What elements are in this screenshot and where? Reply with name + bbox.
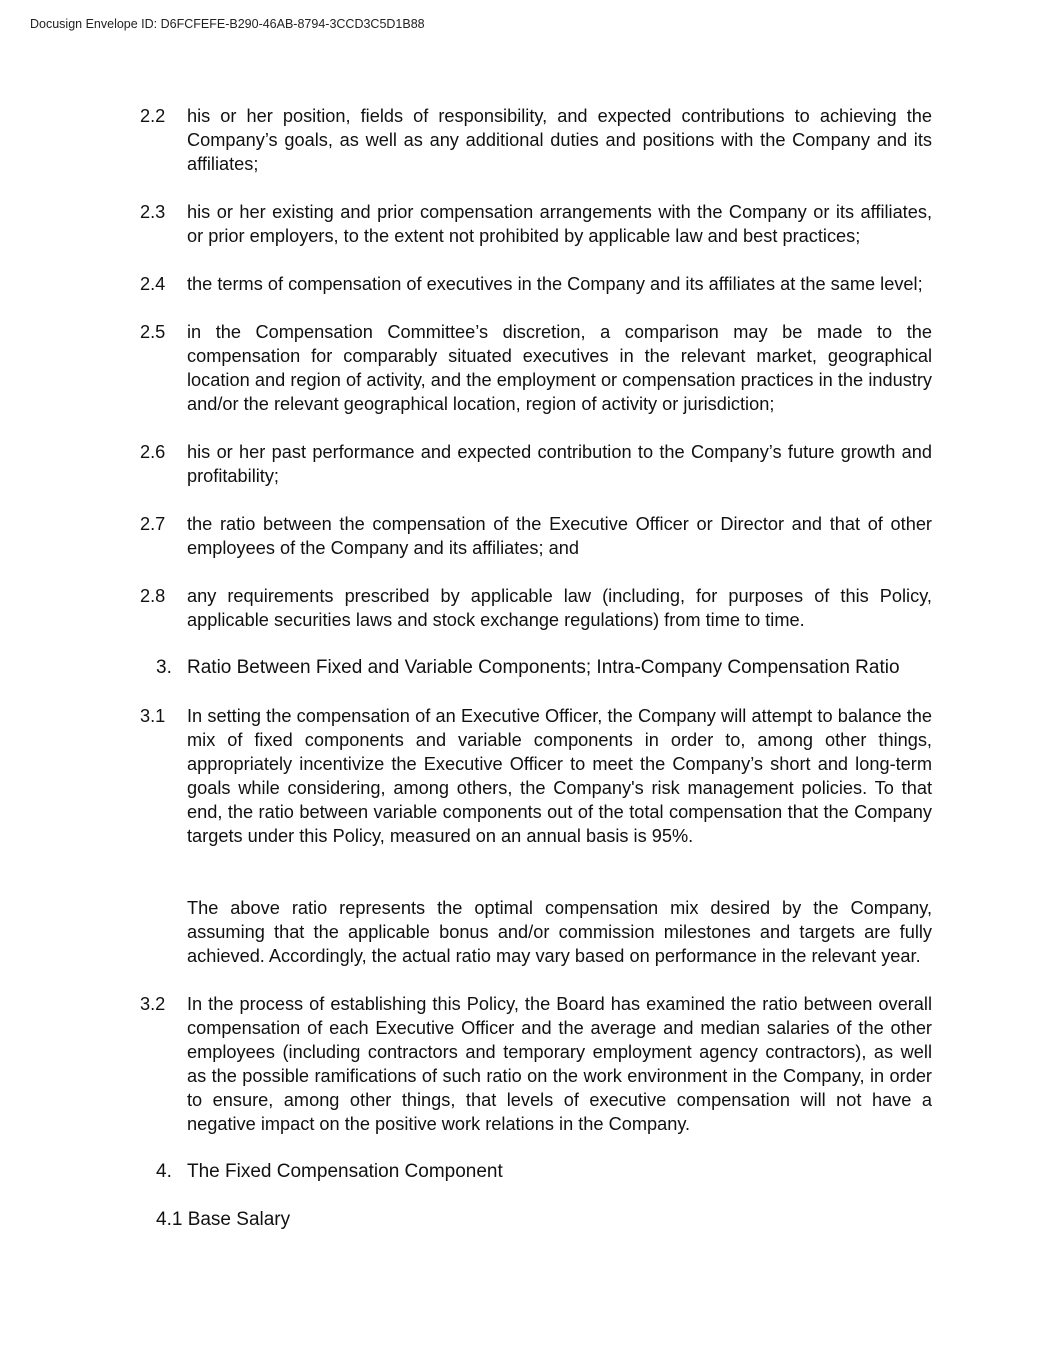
section-4-heading <box>140 1160 932 1184</box>
envelope-id: Docusign Envelope ID: D6FCFEFE-B290-46AB-8794-3CCD3C5D1B88 <box>30 17 425 31</box>
section-3-heading <box>140 656 932 680</box>
item-text: the terms of compensation of executives in the Company and its affiliates at the same level; <box>187 274 923 294</box>
subsection-4-1-heading: 4.1 Base Salary <box>156 1209 291 1230</box>
item-number: 2.7 <box>140 514 166 534</box>
item-number: 3.1 <box>140 706 166 726</box>
list-item <box>140 272 932 296</box>
item-text: his or her past performance and expected contribution to the Company’s future growth and profitability; <box>187 442 932 486</box>
section-number: 4. <box>156 1161 172 1182</box>
list-item <box>140 512 932 560</box>
item-number: 3.2 <box>140 994 166 1014</box>
list-item <box>140 440 932 488</box>
item-text: In setting the compensation of an Executive Officer, the Company will attempt to balance the mix of fixed components and variable components in order to, among other things, appropriately incentivize the Executive Officer to meet the Company’s short and long-term goals while considering, among others, the Company's risk management policies. To that end, the ratio between variable components out of the total compensation that the Company targets under this Policy, measured on an annual basis is 95%. <box>187 706 932 846</box>
item-text: The above ratio represents the optimal compensation mix desired by the Company, assuming that the applicable bonus and/or commission milestones and targets are fully achieved. Accordingly, the actual ratio may vary based on performance in the relevant year. <box>187 898 932 966</box>
list-item <box>140 104 932 176</box>
item-text: In the process of establishing this Policy, the Board has examined the ratio between overall compensation of each Executive Officer and the average and median salaries of the other employees (including contractors and temporary employment agency contractors), as well as the possible ramifications of such ratio on the work environment in the Company, in order to ensure, among other things, that levels of executive compensation will not have a negative impact on the positive work relations in the Company. <box>187 994 932 1134</box>
item-number: 2.8 <box>140 586 166 606</box>
item-number: 2.2 <box>140 106 166 126</box>
list-item-3-2 <box>140 992 932 1136</box>
document-page <box>140 104 932 1232</box>
section-title: Ratio Between Fixed and Variable Components; Intra-Company Compensation Ratio <box>187 657 900 678</box>
item-number: 2.5 <box>140 322 166 342</box>
item-number: 2.3 <box>140 202 166 222</box>
section-number: 3. <box>156 657 172 678</box>
item-text: any requirements prescribed by applicable law (including, for purposes of this Policy, applicable securities laws and stock exchange regulations) from time to time. <box>187 586 932 630</box>
list-item <box>140 584 932 632</box>
item-number: 2.6 <box>140 442 166 462</box>
list-item <box>140 200 932 248</box>
list-item-3-1 <box>140 704 932 968</box>
item-text: in the Compensation Committee’s discretion, a comparison may be made to the compensation for comparably situated executives in the relevant market, geographical location and region of activity, and the employment or compensation practices in the industry and/or the relevant geographical location, region of activity or jurisdiction; <box>187 322 932 414</box>
item-text: the ratio between the compensation of the Executive Officer or Director and that of other employees of the Company and its affiliates; and <box>187 514 932 558</box>
item-text: his or her position, fields of responsibility, and expected contributions to achieving the Company’s goals, as well as any additional duties and positions with the Company and its affiliates; <box>187 106 932 174</box>
list-item <box>140 320 932 416</box>
item-number: 2.4 <box>140 274 166 294</box>
item-text: his or her existing and prior compensation arrangements with the Company or its affiliates, or prior employers, to the extent not prohibited by applicable law and best practices; <box>187 202 932 246</box>
section-title: The Fixed Compensation Component <box>187 1161 503 1182</box>
